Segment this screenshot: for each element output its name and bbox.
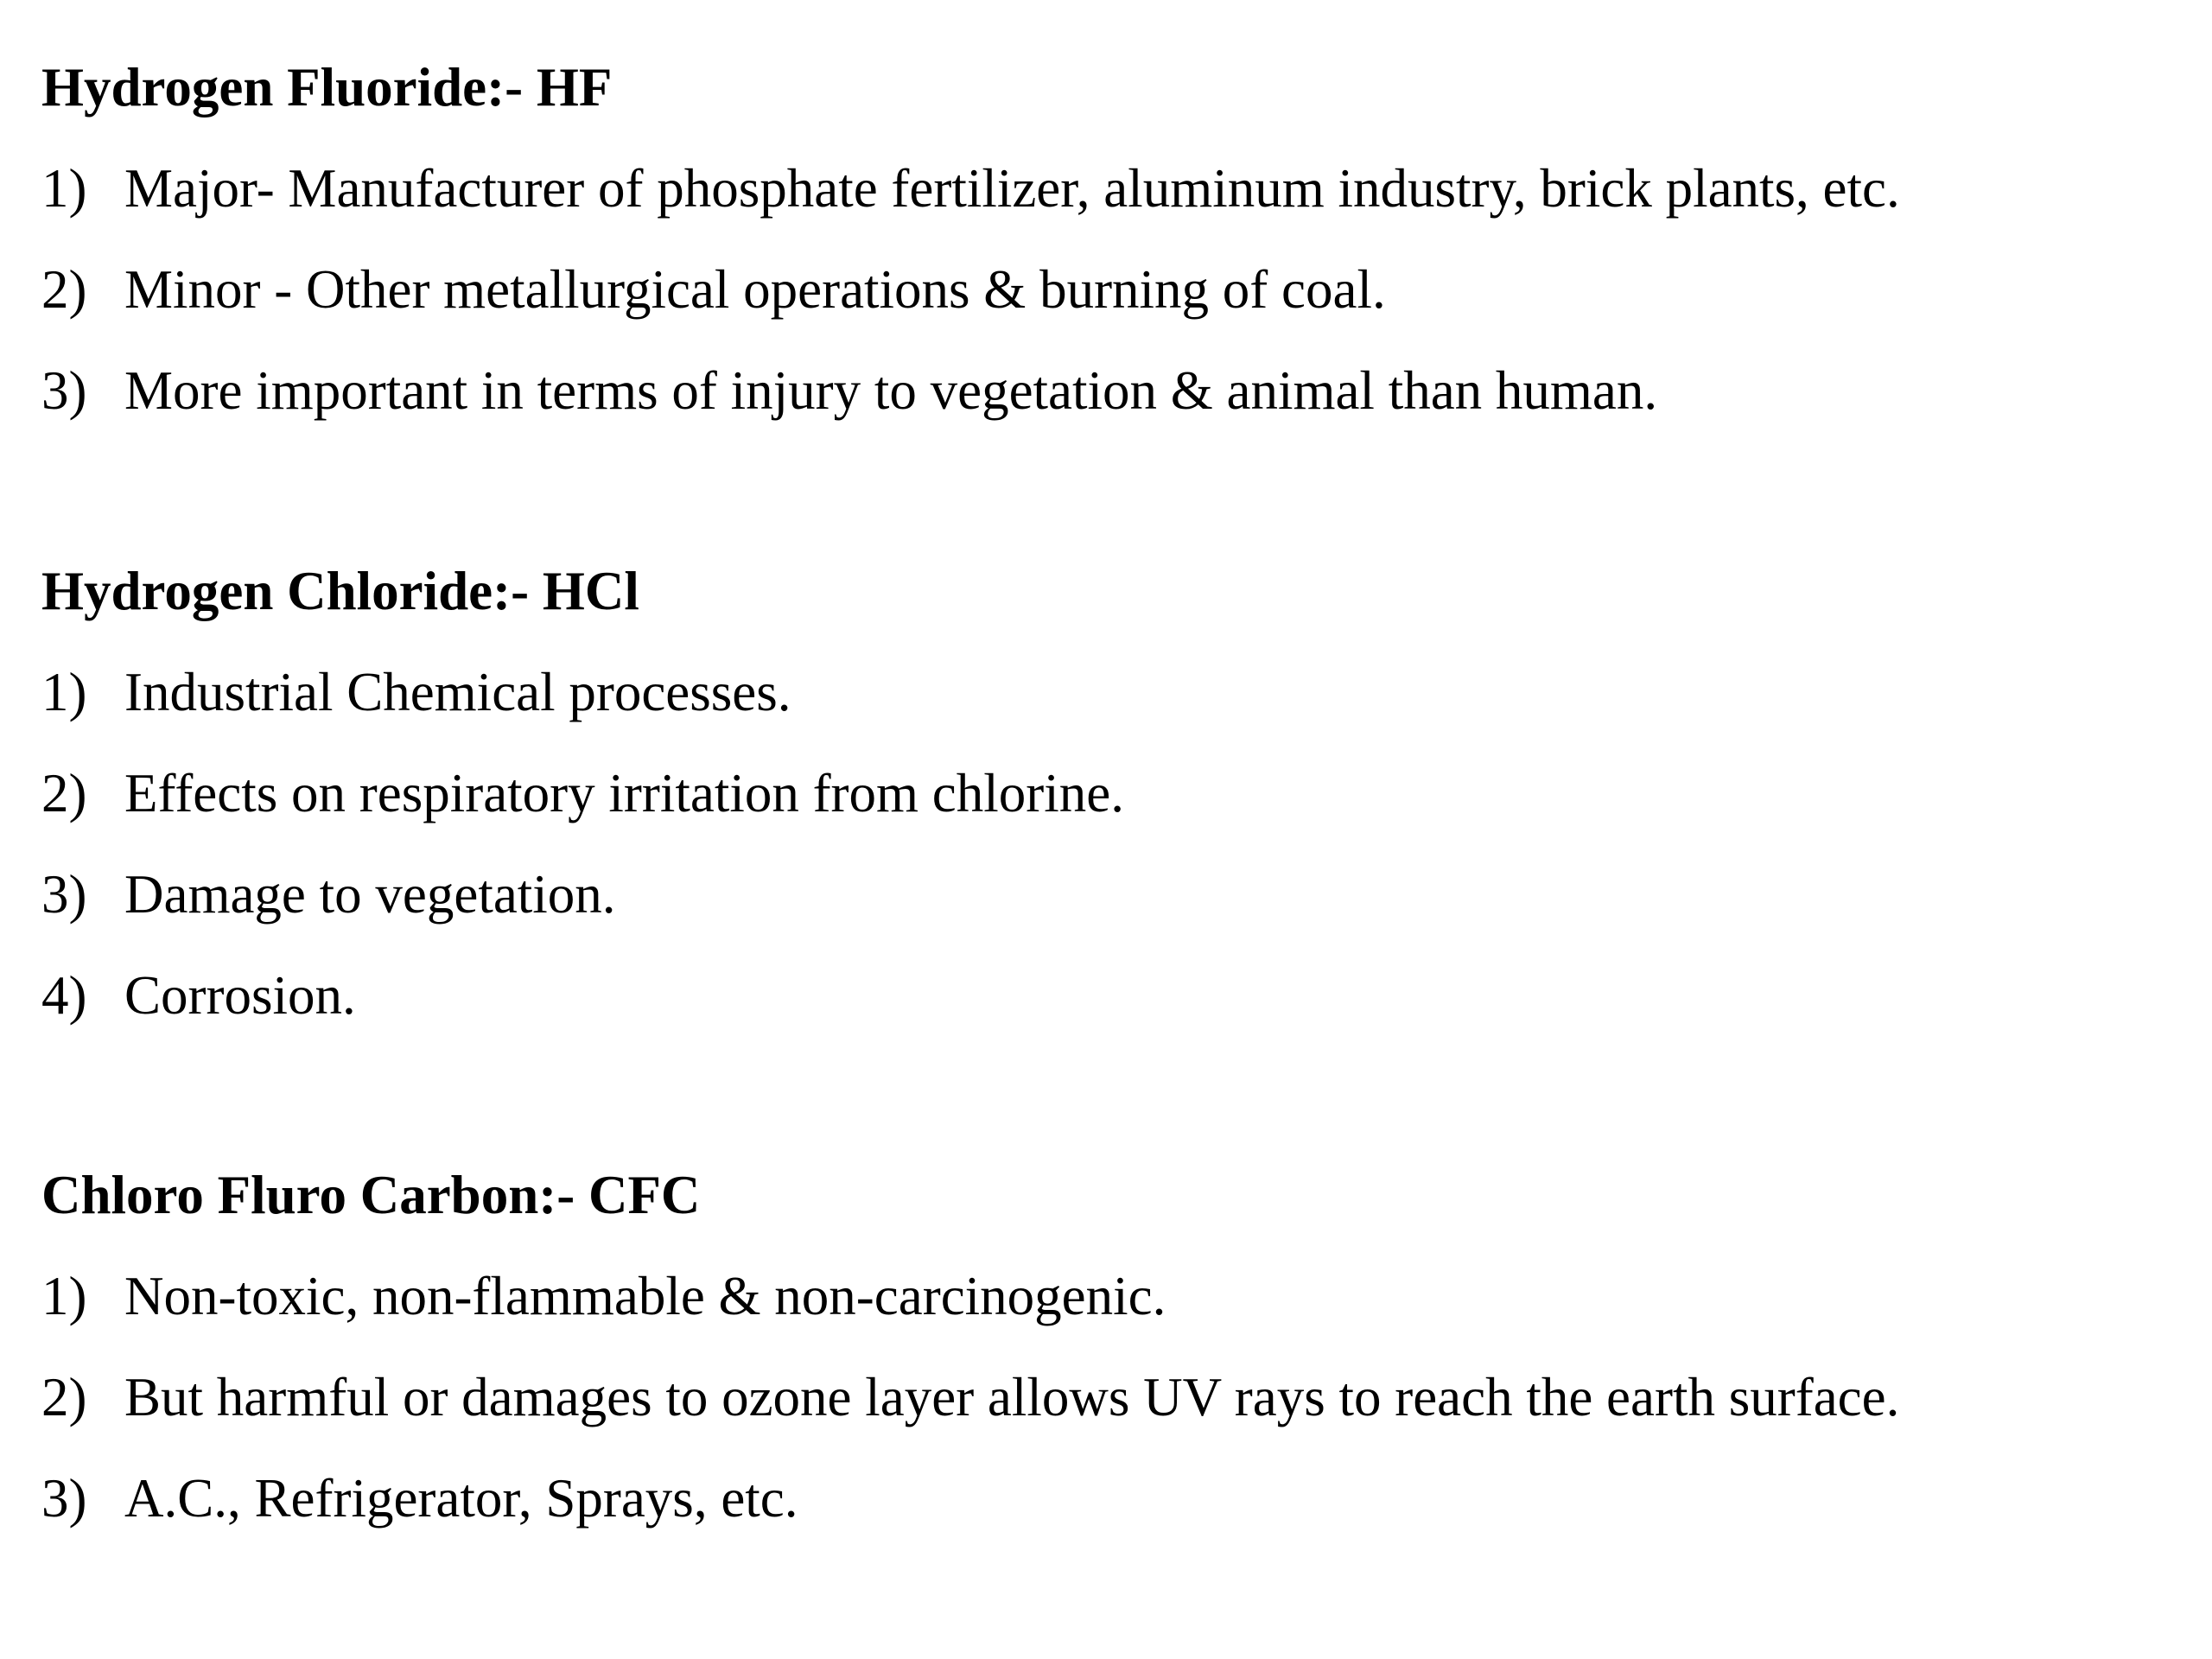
list-item	[41, 662, 2167, 722]
numbered-list	[41, 662, 2167, 1026]
list-item-number: 4)	[41, 965, 87, 1026]
list-item	[41, 965, 2167, 1026]
section-heading: Hydrogen Chloride:- HCl	[41, 561, 639, 621]
list-item-text: A.C., Refrigerator, Sprays, etc.	[124, 1468, 798, 1529]
list-item	[41, 763, 2167, 823]
list-item-text: But harmful or damages to ozone layer allows UV rays to reach the earth surface.	[124, 1367, 1900, 1427]
numbered-list	[41, 158, 2167, 421]
section-hydrogen-fluoride	[41, 57, 2167, 421]
section-heading: Chloro Fluro Carbon:- CFC	[41, 1165, 701, 1225]
section-heading: Hydrogen Fluoride:- HF	[41, 57, 613, 118]
list-item-text: Non-toxic, non-flammable & non-carcinogenic.	[124, 1266, 1166, 1326]
list-item-number: 1)	[41, 158, 87, 219]
list-item-number: 2)	[41, 259, 87, 320]
list-item-number: 3)	[41, 1468, 87, 1529]
list-item-text: Effects on respiratory irritation from chlorine.	[124, 763, 1124, 823]
list-item	[41, 1266, 2167, 1326]
list-item-text: Major- Manufacturer of phosphate fertilizer, aluminum industry, brick plants, etc.	[124, 158, 1900, 219]
list-item	[41, 1468, 2167, 1529]
section-chloro-fluro-carbon	[41, 1165, 2167, 1529]
list-item-text: More important in terms of injury to vegetation & animal than human.	[124, 360, 1658, 421]
list-item	[41, 864, 2167, 925]
list-item-text: Industrial Chemical processes.	[124, 662, 791, 722]
list-item-text: Damage to vegetation.	[124, 864, 616, 925]
list-item-number: 3)	[41, 864, 87, 925]
list-item-number: 1)	[41, 662, 87, 722]
list-item-text: Minor - Other metallurgical operations & burning of coal.	[124, 259, 1386, 320]
list-item-text: Corrosion.	[124, 965, 356, 1026]
list-item	[41, 158, 2167, 219]
section-hydrogen-chloride	[41, 561, 2167, 1026]
list-item-number: 2)	[41, 763, 87, 823]
list-item	[41, 259, 2167, 320]
list-item	[41, 360, 2167, 421]
list-item-number: 2)	[41, 1367, 87, 1427]
list-item-number: 3)	[41, 360, 87, 421]
list-item-number: 1)	[41, 1266, 87, 1326]
list-item	[41, 1367, 2167, 1427]
numbered-list	[41, 1266, 2167, 1529]
